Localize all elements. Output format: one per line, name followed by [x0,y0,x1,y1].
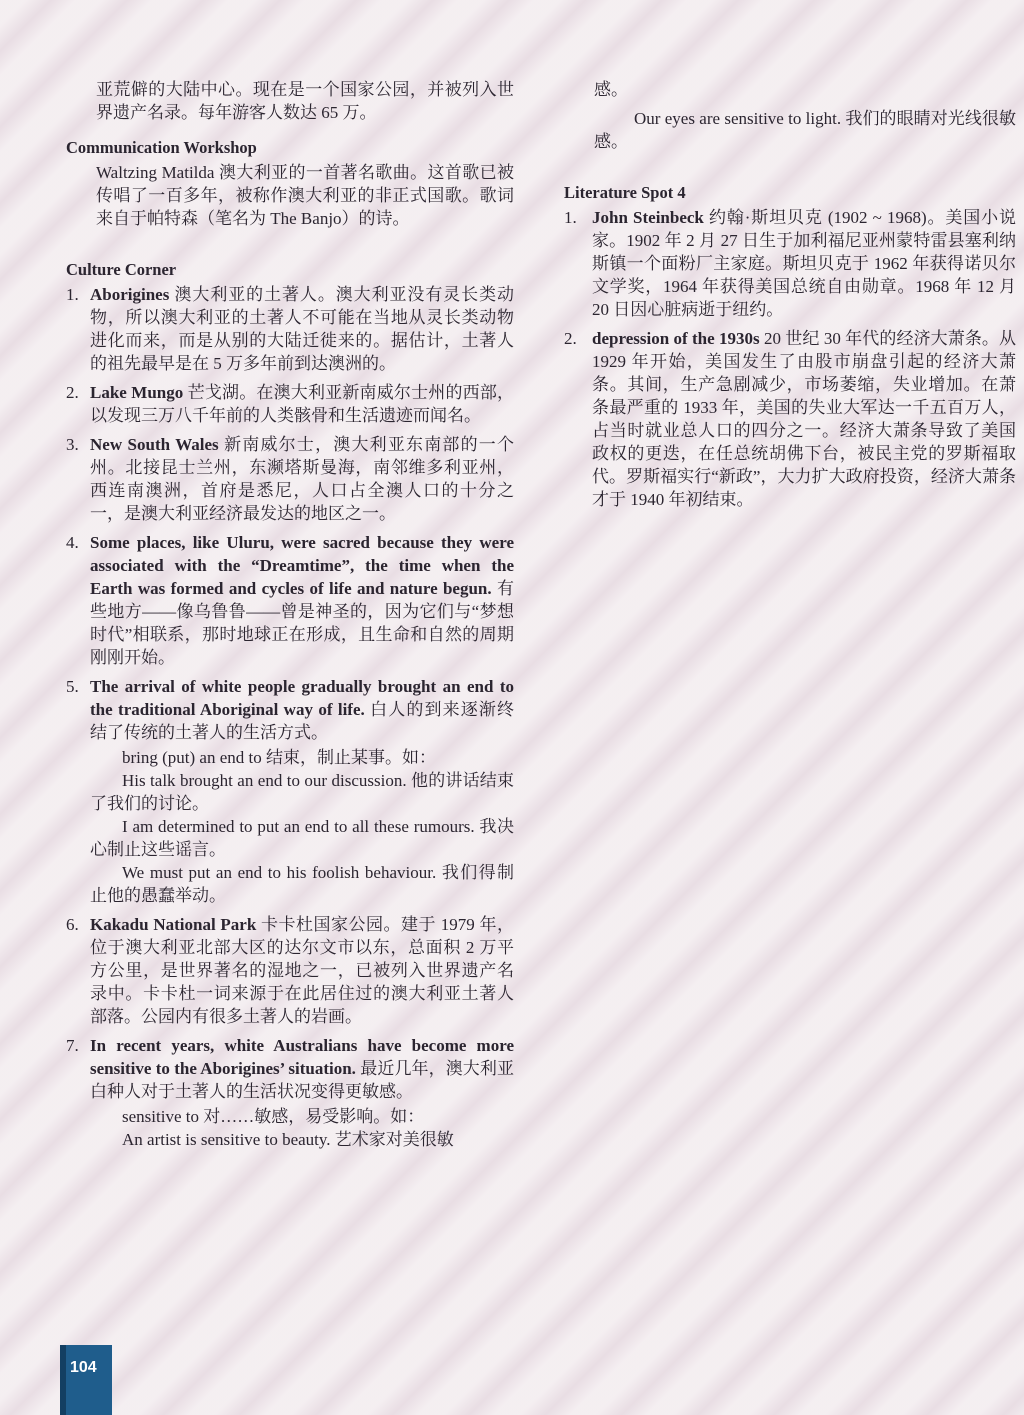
right-column [564,78,1016,517]
item-number: 7. [66,1036,79,1055]
page-number: 104 [70,1359,97,1376]
literature-item-2 [564,327,1016,511]
item-text: 芒戈湖。在澳大利亚新南威尔士州的西部，以发现三万八千年前的人类骸骨和生活遗迹而闻名。 [90,383,515,425]
item-number: 2. [66,383,79,402]
literature-item-1 [564,206,1016,321]
example-sentence: I am determined to put an end to all these rumours. 我决心制止这些谣言。 [90,817,514,859]
page-number-tab [60,1345,112,1415]
item-term: Some places, like Uluru, were sacred because they were associated with the “Dreamtime”, the time when the Earth was formed and cycles of life and nature begun. [90,533,514,598]
culture-item-4 [66,531,514,669]
item-text: 20 世纪 30 年代的经济大萧条。从 1929 年开始，美国发生了由股市崩盘引起的经济大萧条。其间，生产急剧减少，市场萎缩，失业增加。在萧条最严重的 1933 年，美国的失业大军达一千五百万人，占当时就业总人口的四分之一。经济大萧条导致了美国政权的更迭，在任总统胡佛下台，被民主党的罗斯福取代。罗斯福实行“新政”，大力扩大政府投资，经济大萧条才于 1940 年初结束。 [592,329,1017,509]
item-term: In recent years, white Australians have become more sensitive to the Aborigines’ situation. [90,1036,514,1078]
item-text: 最近几年，澳大利亚白种人对于土著人的生活状况变得更敏感。 [90,1059,514,1101]
item-7-notes [66,1105,514,1151]
item-number: 4. [66,533,79,552]
culture-item-7 [66,1034,514,1103]
culture-item-5 [66,675,514,744]
example-sentence: An artist is sensitive to beauty. 艺术家对美很敏 [122,1130,454,1149]
item-number: 1. [564,208,577,227]
culture-item-3 [66,433,514,525]
example-sentence: We must put an end to his foolish behaviour. 我们得制止他的愚蠢举动。 [90,863,514,905]
communication-heading: Communication Workshop [66,138,257,157]
culture-item-2 [66,381,514,427]
item-number: 2. [564,329,577,348]
item-number: 1. [66,285,79,304]
item-term: John Steinbeck [592,208,704,227]
item-text: 有些地方——像乌鲁鲁——曾是神圣的，因为它们与“梦想时代”相联系，那时地球正在形成，且生命和自然的周期刚刚开始。 [90,579,515,667]
left-column [66,78,514,1151]
item-term: Aborigines [90,285,170,304]
intro-paragraph: 亚荒僻的大陆中心。现在是一个国家公园，并被列入世界遗产名录。每年游客人数达 65 万。 [96,80,514,122]
item-number: 6. [66,915,79,934]
literature-heading: Literature Spot 4 [564,183,686,202]
item-text: 新南威尔士，澳大利亚东南部的一个州。北接昆士兰州，东濒塔斯曼海，南邻维多利亚州，西连南澳洲，首府是悉尼，人口占全澳人口的十分之一，是澳大利亚经济最发达的地区之一。 [90,435,515,523]
culture-heading: Culture Corner [66,260,177,279]
item-term: depression of the 1930s [592,329,760,348]
phrase-note: sensitive to 对……敏感，易受影响。如： [122,1107,425,1126]
item-number: 5. [66,677,79,696]
item-term: Lake Mungo [90,383,184,402]
item-text: 卡卡杜国家公园。建于 1979 年，位于澳大利亚北部大区的达尔文市以东，总面积 2 万平方公里，是世界著名的湿地之一，已被列入世界遗产名录中。卡卡杜一词来源于在此居住过的澳大利亚土著人部落。公园内有很多土著人的岩画。 [90,915,515,1026]
communication-text: Waltzing Matilda 澳大利亚的一首著名歌曲。这首歌已被传唱了一百多年，被称作澳大利亚的非正式国歌。歌词来自于帕特森（笔名为 The Banjo）的诗。 [96,163,514,228]
item-term: New South Wales [90,435,219,454]
item-5-notes [66,746,514,907]
item-text: 澳大利亚的土著人。澳大利亚没有灵长类动物，所以澳大利亚的土著人不可能在当地从灵长类动物进化而来，而是从别的大陆迁徙来的。据估计，土著人的祖先最早是在 5 万多年前到达澳洲的。 [90,285,514,373]
culture-item-6 [66,913,514,1028]
continued-text: 感。 [594,80,628,99]
item-text: 白人的到来逐渐终结了传统的土著人的生活方式。 [90,700,515,742]
example-sentence: His talk brought an end to our discussion. 他的讲话结束了我们的讨论。 [90,771,514,813]
culture-item-1 [66,283,514,375]
example-sentence: Our eyes are sensitive to light. 我们的眼睛对光线很敏感。 [594,109,1016,151]
item-text: 约翰·斯坦贝克 (1902 ~ 1968)。美国小说家。1902 年 2 月 27 日生于加利福尼亚州蒙特雷县塞利纳斯镇一个面粉厂主家庭。斯坦贝克于 1962 年获得诺贝尔文学奖，1964 年获得美国总统自由勋章。1968 年 12 月 20 日因心脏病逝于纽约。 [592,208,1016,319]
page-tab-stripe [60,1345,66,1415]
item-term: The arrival of white people gradually brought an end to the traditional Aboriginal way of life. [90,677,514,719]
item-number: 3. [66,435,79,454]
item-term: Kakadu National Park [90,915,257,934]
phrase-note: bring (put) an end to 结束，制止某事。如： [122,748,436,767]
